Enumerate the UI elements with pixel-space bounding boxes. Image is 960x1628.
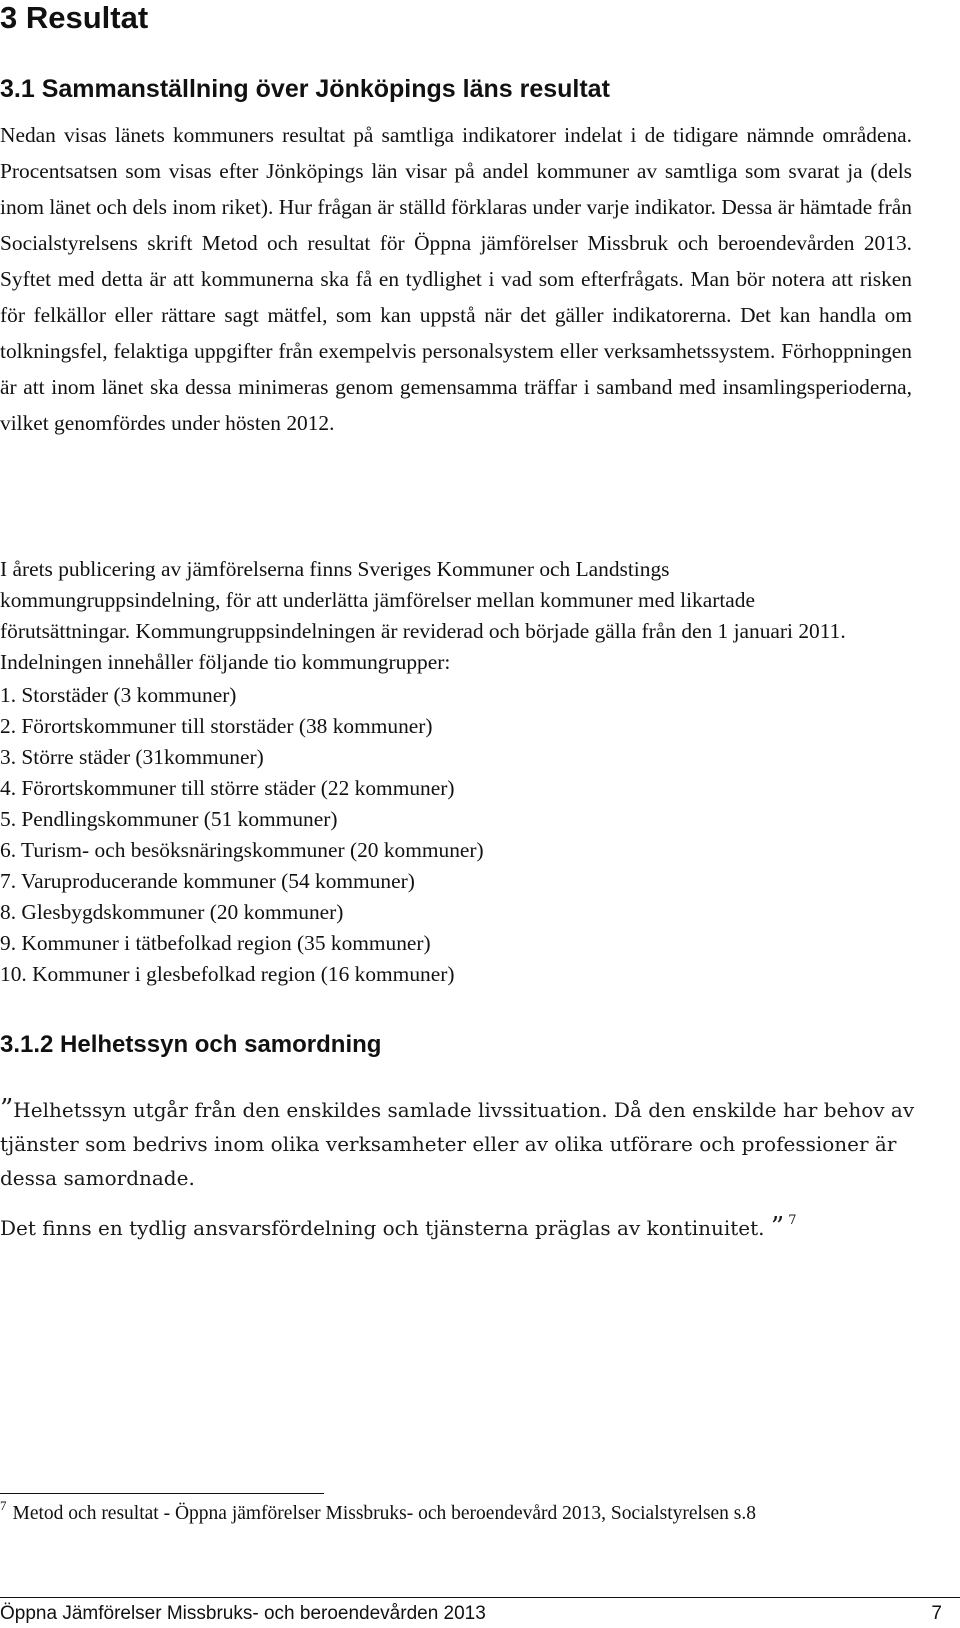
page-number: 7: [931, 1603, 942, 1624]
footnote: [0, 1498, 757, 1527]
list-item: 7. Varuproducerande kommuner (54 kommuner): [0, 869, 415, 893]
list-item: 5. Pendlingskommuner (51 kommuner): [0, 807, 338, 831]
section-heading: 3.1 Sammanställning över Jönköpings läns resultat: [0, 75, 610, 103]
list-item: 2. Förortskommuner till storstäder (38 kommuner): [0, 714, 433, 738]
list-item: 1. Storstäder (3 kommuner): [0, 683, 237, 707]
page-heading: 3 Resultat: [0, 0, 149, 35]
list-item: 4. Förortskommuner till större städer (22 kommuner): [0, 776, 455, 800]
intro-paragraph: Nedan visas länets kommuners resultat på samtliga indikatorer indelat i de tidigare nämnde områdena. Procentsatsen som visas efter Jönköpings län visar på andel kommuner av samtliga som svarat ja (dels inom länet och dels inom riket). Hur frågan är ställd förklaras under varje indikator. Dessa är hämtade från Socialstyrelsens skrift Metod och resultat för Öppna jämförelser Missbruk och beroendevården 2013. Syftet med detta är att kommunerna ska få en tydlighet i vad som efterfrågats. Man bör notera att risken för felkällor eller rättare sagt mätfel, som kan uppstå när det gäller indikatorerna. Det kan handla om tolkningsfel, felaktiga uppgifter från exempelvis personalsystem eller verksamhetssystem. Förhoppningen är att inom länet ska dessa minimeras genom gemensamma träffar i samband med insamlingsperioderna, vilket genomfördes under hösten 2012.: [0, 123, 912, 435]
footer-divider: [0, 1597, 960, 1598]
list-item: 10. Kommuner i glesbefolkad region (16 kommuner): [0, 962, 455, 986]
footnote-number: 7: [0, 1498, 7, 1513]
footnote-text: Metod och resultat - Öppna jämförelser Missbruks- och beroendevård 2013, Socialstyrelsen s.8: [12, 1503, 757, 1524]
subsection-heading: 3.1.2 Helhetssyn och samordning: [0, 1031, 382, 1058]
list-item: 3. Större städer (31kommuner): [0, 745, 264, 769]
footer-title: Öppna Jämförelser Missbruks- och beroendevården 2013: [0, 1603, 486, 1624]
list-item: 9. Kommuner i tätbefolkad region (35 kommuner): [0, 931, 431, 955]
close-quote-mark: ”: [770, 1212, 785, 1242]
municipality-groups-paragraph: I årets publicering av jämförelserna finns Sveriges Kommuner och Landstings kommungruppsindelning, för att underlätta jämförelser mellan kommuner med likartade förutsättningar. Kommungruppsindelningen är reviderad och började gälla från den 1 januari 2011. Indelningen innehåller följande tio kommungrupper:: [0, 557, 846, 674]
municipality-group-list: [0, 680, 484, 990]
open-quote-mark: ”: [0, 1094, 14, 1124]
list-item: 8. Glesbygdskommuner (20 kommuner): [0, 900, 344, 924]
quote-paragraph-1: [0, 1092, 920, 1195]
list-item: 6. Turism- och besöksnäringskommuner (20 kommuner): [0, 838, 484, 862]
footnote-divider: [0, 1493, 324, 1494]
quote-paragraph-2: [0, 1210, 920, 1249]
quote-text-1: Helhetssyn utgår från den enskildes samlade livssituation. Då den enskilde har behov av tjänster som bedrivs inom olika verksamheter eller av olika utförare och professioner är dessa samordnade.: [0, 1098, 915, 1190]
footnote-reference: 7: [788, 1213, 797, 1228]
quote-text-2: Det finns en tydlig ansvarsfördelning och tjänsterna präglas av kontinuitet.: [0, 1216, 765, 1240]
